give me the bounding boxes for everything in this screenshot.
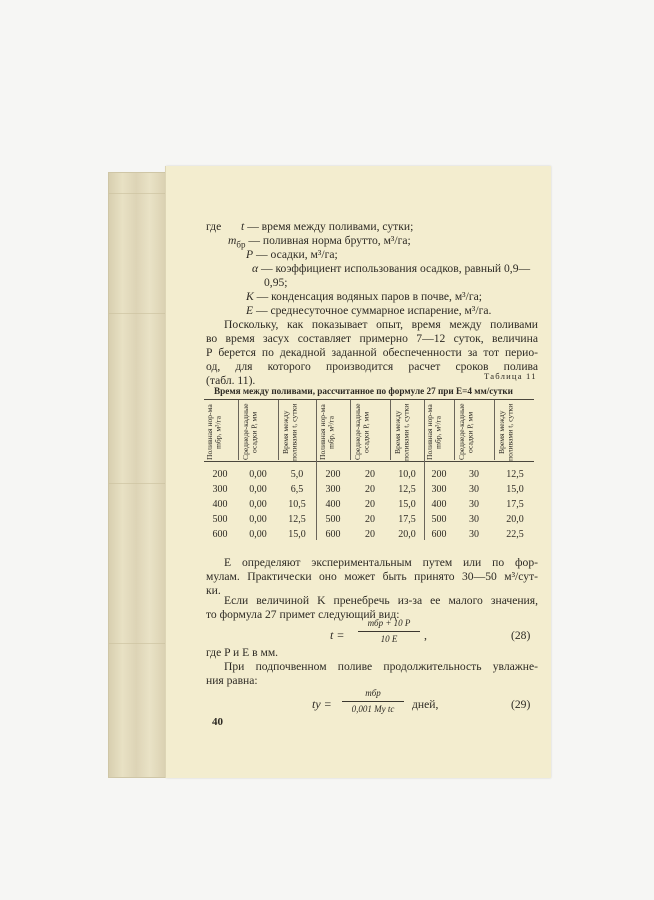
table-cell: 500	[212, 514, 228, 525]
table-cell: 300	[212, 484, 228, 495]
table-cell: 17,5	[398, 514, 416, 525]
definition-symbol: α	[252, 262, 259, 275]
paragraph-line: Р берется по декадной заданной обеспеченности за тот перио-	[206, 346, 538, 359]
table-column-divider	[238, 400, 239, 460]
formula-tail: ,	[424, 628, 427, 642]
table-column-divider	[390, 400, 391, 460]
table-cell: 200	[325, 469, 341, 480]
formula-number: (29)	[511, 698, 531, 711]
table-cell: 30	[469, 514, 479, 525]
table-cell: 0,00	[249, 469, 267, 480]
table-column-divider	[350, 400, 351, 460]
paragraph-line: ки.	[206, 584, 221, 597]
definition-text: — конденсация водяных паров в почве, м³/га;	[256, 290, 483, 303]
table-top-rule	[204, 399, 534, 400]
table-cell: 15,0	[506, 484, 524, 495]
table-cell: 12,5	[398, 484, 416, 495]
paragraph-line: Поскольку, как показывает опыт, время между поливами	[224, 318, 538, 331]
table-cell: 400	[212, 499, 228, 510]
definition-text: — поливная норма брутто, м³/га;	[248, 234, 411, 247]
formula-denominator: 0,001 Mу tс	[351, 704, 395, 714]
page-number: 40	[212, 716, 223, 728]
definition-text: — время между поливами, сутки;	[247, 220, 414, 233]
table-cell: 30	[469, 484, 479, 495]
table-header-cell: Время между поливами t, сутки	[497, 403, 515, 461]
definition-prefix: где	[206, 220, 222, 233]
paragraph-line: При подпочвенном поливе продолжительность увлажне-	[224, 660, 538, 673]
table-cell: 30	[469, 529, 479, 540]
table-cell: 20	[365, 484, 375, 495]
table-cell: 15,0	[288, 529, 306, 540]
paragraph-line: од, для которого производится расчет сроков полива	[206, 360, 538, 373]
table-cell: 600	[431, 529, 447, 540]
table-cell: 17,5	[506, 499, 524, 510]
paragraph-line: то формула 27 примет следующий вид:	[206, 608, 400, 621]
table-header-cell: Среднеде-кадные осадки P, мм	[353, 403, 371, 461]
definition-text: — осадки, м³/га;	[256, 248, 338, 261]
formula-numerator: mбр + 10 P	[367, 618, 411, 628]
paragraph-line: Если величиной K пренебречь из-за ее малого значения,	[224, 594, 538, 607]
table-cell: 20	[365, 514, 375, 525]
table-cell: 20	[365, 499, 375, 510]
table-cell: 400	[431, 499, 447, 510]
paragraph-line: (табл. 11).	[206, 374, 256, 387]
definition-e	[246, 304, 491, 317]
formula-lhs: tу =	[312, 697, 332, 711]
definition-subscript: бр	[236, 239, 246, 250]
table-cell: 12,5	[506, 469, 524, 480]
table-header-cell: Поливная нор-ма mбр, м³/га	[318, 404, 336, 460]
formula-numerator: mбр	[365, 688, 381, 698]
formula-number: (28)	[511, 629, 531, 642]
table-cell: 200	[431, 469, 447, 480]
definition-text: — коэффициент использования осадков, равный 0,9—	[261, 262, 531, 275]
units-note: где P и E в мм.	[206, 646, 279, 659]
paragraph-line: во время засух составляет примерно 7—12 суток, величина	[206, 332, 538, 345]
fraction-bar	[358, 631, 420, 632]
definition-symbol: K	[246, 290, 254, 303]
paragraph-line: ния равна:	[206, 674, 258, 687]
table-header-cell: Время между поливами t, сутки	[393, 403, 411, 461]
table-header-cell: Среднеде-кадные осадки P, мм	[457, 403, 475, 461]
table-cell: 0,00	[249, 499, 267, 510]
fraction-bar	[342, 701, 404, 702]
table-cell: 0,00	[249, 484, 267, 495]
definition-p	[246, 248, 338, 261]
table-cell: 400	[325, 499, 341, 510]
definition-symbol: P	[246, 248, 254, 261]
table-cell: 20	[365, 469, 375, 480]
definition-continuation	[264, 276, 288, 289]
table-cell: 10,0	[398, 469, 416, 480]
table-cell: 200	[212, 469, 228, 480]
table-cell: 20,0	[506, 514, 524, 525]
table-cell: 6,5	[290, 484, 304, 495]
table-cell: 600	[212, 529, 228, 540]
definition-text: 0,95;	[264, 276, 288, 289]
table-title: Время между поливами, рассчитанное по формуле 27 при E=4 мм/сутки	[214, 386, 513, 396]
paragraph-line: мулам. Практически оно может быть принято 30—50 м³/сут-	[206, 570, 538, 583]
table-header-cell: Поливная нор-ма mбр, м³/га	[425, 404, 443, 460]
definition-k	[246, 290, 482, 303]
paragraph-line: E определяют экспериментальным путем или по фор-	[224, 556, 538, 569]
table-cell: 30	[469, 469, 479, 480]
table-column-divider	[454, 400, 455, 460]
table-cell: 300	[325, 484, 341, 495]
table-cell: 5,0	[290, 469, 304, 480]
table-cell: 20,0	[398, 529, 416, 540]
table-cell: 20	[365, 529, 375, 540]
formula-tail: дней,	[412, 698, 439, 711]
table-cell: 500	[325, 514, 341, 525]
table-cell: 500	[431, 514, 447, 525]
definition-symbol: E	[246, 304, 254, 317]
table-cell: 0,00	[249, 514, 267, 525]
table-cell: 15,0	[398, 499, 416, 510]
formula-denominator: 10 E	[380, 634, 398, 644]
table-cell: 600	[325, 529, 341, 540]
book-page	[166, 166, 551, 778]
table-column-divider	[494, 400, 495, 460]
table-column-divider	[278, 400, 279, 460]
definition-text: — среднесуточное суммарное испарение, м³/га.	[256, 304, 492, 317]
table-caption: Таблица 11	[484, 371, 537, 381]
table-header-cell: Время между поливами t, сутки	[281, 403, 299, 461]
table-cell: 0,00	[249, 529, 267, 540]
definition-t	[206, 220, 413, 233]
definition-alpha	[252, 262, 530, 275]
table-cell: 30	[469, 499, 479, 510]
definition-symbol: t	[241, 220, 245, 233]
table-cell: 22,5	[506, 529, 524, 540]
table-header-cell: Среднеде-кадные осадки P, мм	[241, 403, 259, 461]
table-header-cell: Поливная нор-ма mбр, м³/га	[205, 404, 223, 460]
definition-symbol: m	[228, 234, 237, 247]
table-cell: 10,5	[288, 499, 306, 510]
table-cell: 300	[431, 484, 447, 495]
table-cell: 12,5	[288, 514, 306, 525]
formula-lhs: t =	[330, 628, 345, 642]
